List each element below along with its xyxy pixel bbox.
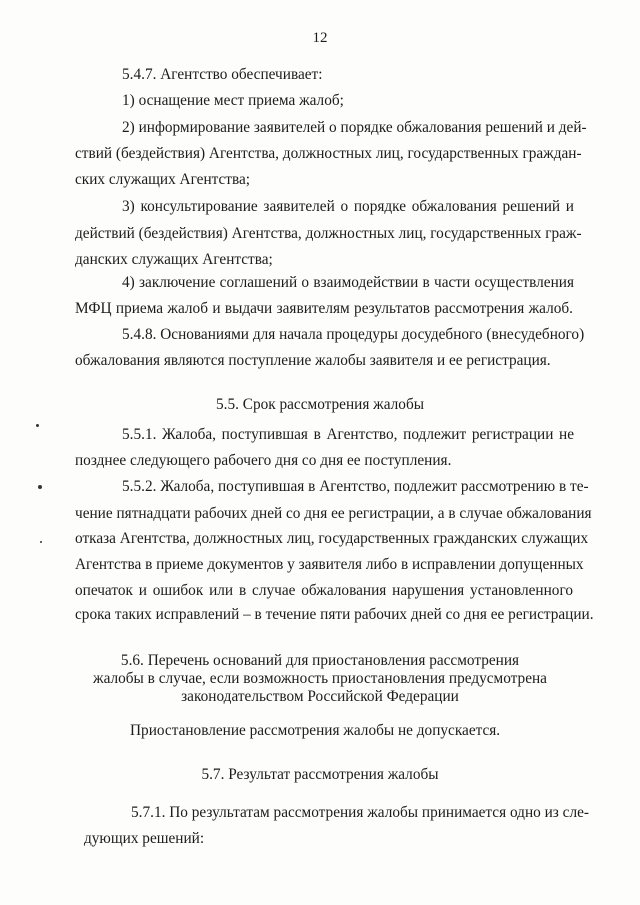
text-line: 2) информирование заявителей о порядке обжалования решений и дей- — [122, 119, 587, 136]
text-line: 1) оснащение мест приема жалоб; — [122, 92, 344, 109]
text-line: действий (бездействия) Агентства, должностных лиц, государственных граж- — [75, 225, 582, 242]
section-heading: законодательством Российской Федерации — [181, 688, 459, 705]
section-heading: 5.5. Срок рассмотрения жалобы — [215, 396, 425, 413]
text-line: 5.4.8. Основаниями для начала процедуры досудебного (внесудебного) — [122, 326, 585, 343]
scan-mark — [36, 424, 39, 427]
section-heading: 5.7. Результат рассмотрения жалобы — [201, 766, 439, 783]
text-line: Приостановление рассмотрения жалобы не допускается. — [130, 722, 501, 739]
page-number: 12 — [312, 30, 328, 46]
scan-mark — [40, 541, 42, 543]
text-line: данских служащих Агентства; — [75, 251, 273, 268]
text-line: МФЦ приема жалоб и выдачи заявителям результатов рассмотрения жалоб. — [75, 300, 573, 317]
text-line: 5.5.1. Жалоба, поступившая в Агентство, подлежит регистрации не — [122, 426, 574, 443]
text-line: отказа Агентства, должностных лиц, государственных гражданских служащих — [75, 530, 589, 547]
text-line: ствий (бездействия) Агентства, должностных лиц, государственных граждан- — [75, 145, 582, 162]
text-line: опечаток и ошибок или в случае обжалования нарушения установленного — [75, 582, 573, 599]
text-line: 3) консультирование заявителей о порядке обжалования решений и — [122, 198, 574, 215]
section-heading: жалобы в случае, если возможность приостановления предусмотрена — [93, 670, 547, 687]
text-line: срока таких исправлений – в течение пяти рабочих дней со дня ее регистрации. — [75, 606, 594, 623]
section-heading: 5.6. Перечень оснований для приостановления рассмотрения — [120, 652, 520, 669]
text-line: 5.4.7. Агентство обеспечивает: — [122, 66, 323, 83]
text-line: 4) заключение соглашений о взаимодействии в части осуществления — [122, 274, 574, 291]
scan-mark — [38, 485, 42, 489]
text-line: 5.5.2. Жалоба, поступившая в Агентство, подлежит рассмотрению в те- — [122, 478, 589, 495]
text-line: дующих решений: — [84, 830, 205, 847]
text-line: 5.7.1. По результатам рассмотрения жалобы принимается одно из сле- — [131, 804, 589, 821]
text-line: Агентства в приеме документов у заявителя либо в исправлении допущенных — [75, 556, 584, 573]
text-line: чение пятнадцати рабочих дней со дня ее регистрации, а в случае обжалования — [75, 505, 592, 522]
text-line: ских служащих Агентства; — [75, 171, 251, 188]
text-line: позднее следующего рабочего дня со дня ее поступления. — [75, 452, 452, 469]
text-line: обжалования являются поступление жалобы заявителя и ее регистрация. — [75, 352, 551, 369]
